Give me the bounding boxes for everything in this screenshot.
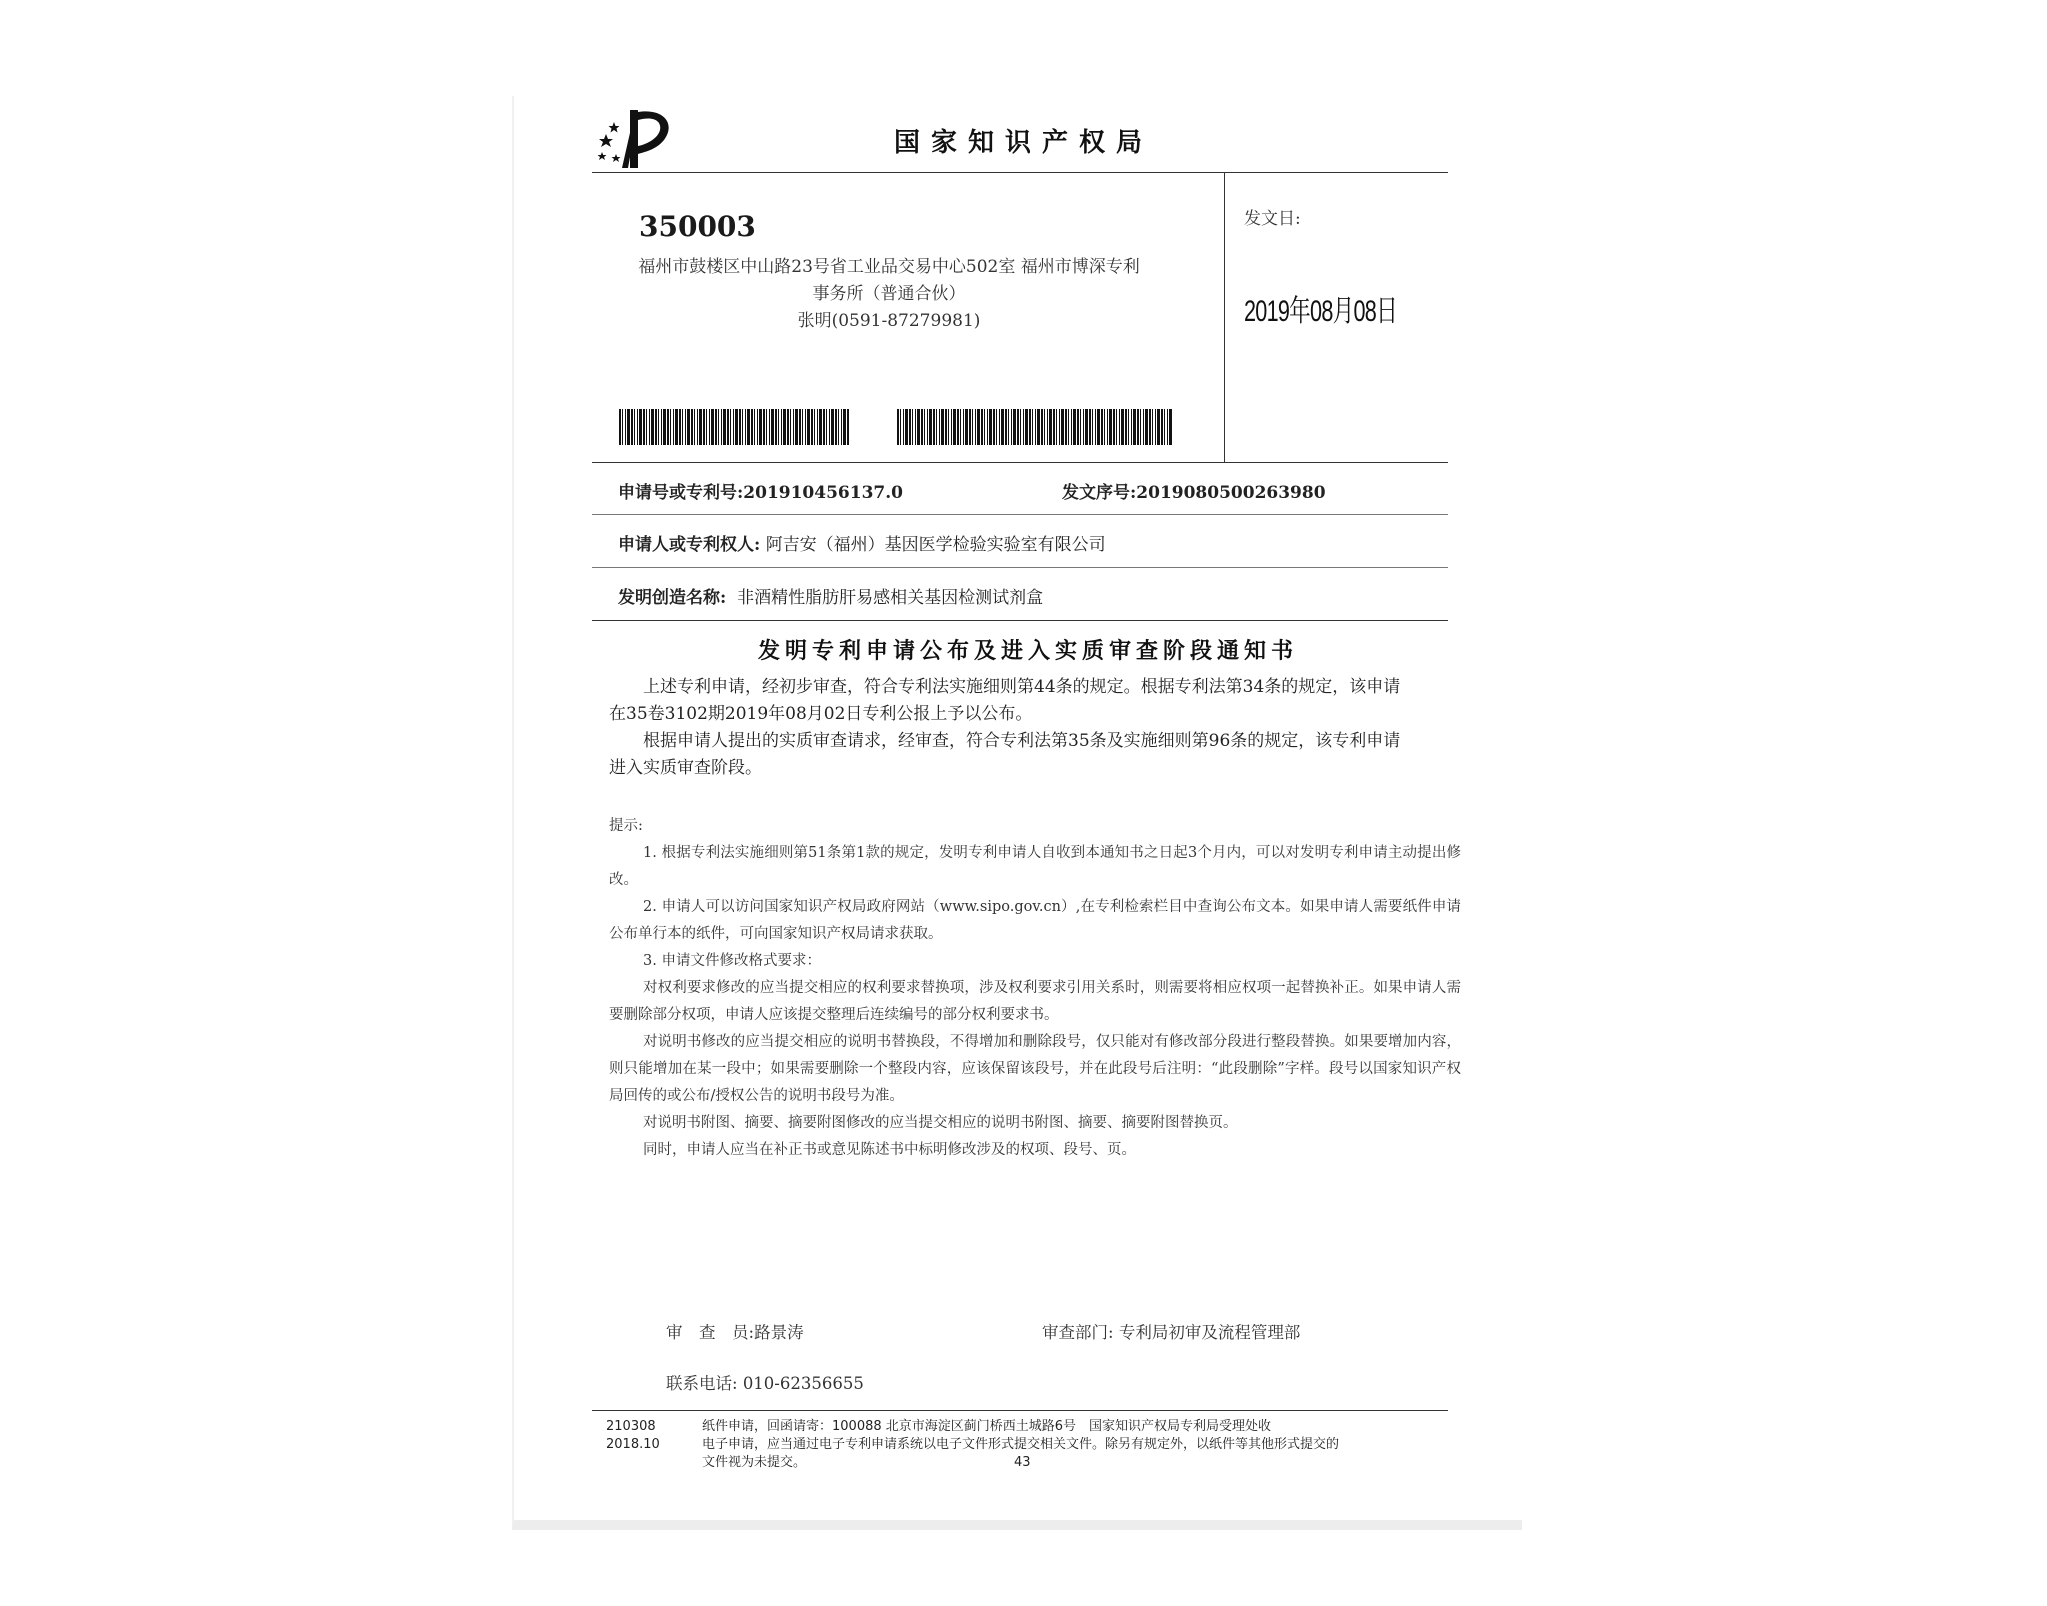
footer-line-1: 纸件申请，回函请寄：100088 北京市海淀区蓟门桥西土城路6号 国家知识产权局专利局受理处收	[702, 1419, 1272, 1434]
examiner-row	[666, 1319, 804, 1343]
applicant-label: 申请人或专利权人:	[618, 535, 761, 555]
page-number: 43	[1014, 1455, 1031, 1470]
header-divider	[592, 172, 1448, 173]
department-row	[1042, 1319, 1300, 1343]
notice-title: 发明专利申请公布及进入实质审查阶段通知书	[757, 639, 1298, 664]
para2-line1: 根据申请人提出的实质审查请求，经审查，符合专利法第35条及实施细则第96条的规定，该专利申请	[643, 731, 1401, 751]
application-number-value: 201910456137.0	[743, 483, 903, 503]
phone-value: 010-62356655	[742, 1374, 864, 1393]
tips-section	[609, 813, 1461, 1164]
send-date-label: 发文日:	[1244, 209, 1301, 229]
recipient-contact: 张明(0591-87279981)	[797, 311, 981, 331]
send-date-value: 2019年08月08日	[1244, 295, 1397, 328]
phone-row	[666, 1370, 864, 1394]
form-code: 210308	[606, 1419, 656, 1434]
tip-2: 2. 申请人可以访问国家知识产权局政府网站（www.sipo.gov.cn）,在专利检索栏目中查询公布文本。如果申请人需要纸件申请公布单行本的纸件，可向国家知识产权局请求获取。	[609, 899, 1461, 942]
application-number-row	[618, 478, 903, 503]
examiner-value: 路景涛	[754, 1323, 804, 1342]
recipient-address	[609, 254, 1169, 335]
serial-number-label: 发文序号:	[1062, 483, 1137, 503]
footer-instructions	[702, 1418, 1454, 1472]
applicant-row	[618, 530, 1106, 555]
tips-heading: 提示:	[609, 818, 643, 834]
address-line-1: 福州市鼓楼区中山路23号省工业品交易中心502室 福州市博深专利	[638, 257, 1140, 277]
department-label: 审查部门:	[1042, 1323, 1114, 1342]
footer-divider	[592, 1410, 1448, 1411]
row-divider-3	[592, 620, 1448, 621]
tip-1: 1. 根据专利法实施细则第51条第1款的规定，发明专利申请人自收到本通知书之日起3个月内，可以对发明专利申请主动提出修改。	[609, 845, 1461, 888]
footer-line-2: 电子申请，应当通过电子专利申请系统以电子文件形式提交相关文件。除另有规定外，以纸件等其他形式提交的	[702, 1437, 1340, 1452]
cnipa-logo-icon	[592, 104, 682, 174]
invention-value: 非酒精性脂肪肝易感相关基因检测试剂盒	[737, 588, 1044, 608]
date-column-divider	[1224, 172, 1225, 462]
tip-3: 3. 申请文件修改格式要求：	[643, 953, 821, 969]
tip-5: 对说明书修改的应当提交相应的说明书替换段，不得增加和删除段号，仅只能对有修改部分段进行整段替换。如果要增加内容，则只能增加在某一段中；如果需要删除一个整段内容，应该保留该段号，并在此段号后注明：“此段删除”字样。段号以国家知识产权局回传的或公布/授权公告的说明书段号为准。	[609, 1034, 1461, 1104]
para1-line2: 在35卷3102期2019年08月02日专利公报上予以公布。	[609, 704, 1033, 724]
notice-body	[609, 674, 1461, 782]
phone-label: 联系电话:	[666, 1374, 738, 1393]
footer-codes	[606, 1418, 660, 1454]
invention-label: 发明创造名称:	[618, 588, 727, 608]
barcode-left	[619, 409, 849, 445]
serial-number-row	[1062, 478, 1326, 503]
office-name: 国家知识产权局	[894, 128, 1154, 158]
barcode-right	[897, 409, 1172, 445]
para2-line2: 进入实质审查阶段。	[609, 758, 762, 778]
serial-number-value: 2019080500263980	[1136, 483, 1326, 503]
address-line-2: 事务所（普通合伙）	[812, 284, 966, 304]
examiner-label: 审 查 员:	[666, 1323, 755, 1342]
row-divider-2	[592, 567, 1448, 568]
tip-7: 同时，申请人应当在补正书或意见陈述书中标明修改涉及的权项、段号、页。	[643, 1142, 1136, 1158]
address-block-divider	[592, 462, 1448, 463]
para1-line1: 上述专利申请，经初步审查，符合专利法实施细则第44条的规定。根据专利法第34条的规定，该申请	[643, 677, 1401, 697]
document-page	[512, 96, 1522, 1530]
application-number-label: 申请号或专利号:	[618, 483, 744, 503]
department-value: 专利局初审及流程管理部	[1118, 1323, 1301, 1342]
applicant-value: 阿吉安（福州）基因医学检验实验室有限公司	[765, 535, 1106, 555]
tip-4: 对权利要求修改的应当提交相应的权利要求替换项，涉及权利要求引用关系时，则需要将相应权项一起替换补正。如果申请人需要删除部分权项，申请人应该提交整理后连续编号的部分权利要求书。	[609, 980, 1461, 1023]
footer-line-3: 文件视为未提交。	[702, 1455, 807, 1470]
tip-6: 对说明书附图、摘要、摘要附图修改的应当提交相应的说明书附图、摘要、摘要附图替换页。	[643, 1115, 1238, 1131]
invention-row	[618, 583, 1043, 608]
row-divider-1	[592, 514, 1448, 515]
postcode: 350003	[639, 210, 756, 243]
form-version: 2018.10	[606, 1437, 660, 1452]
